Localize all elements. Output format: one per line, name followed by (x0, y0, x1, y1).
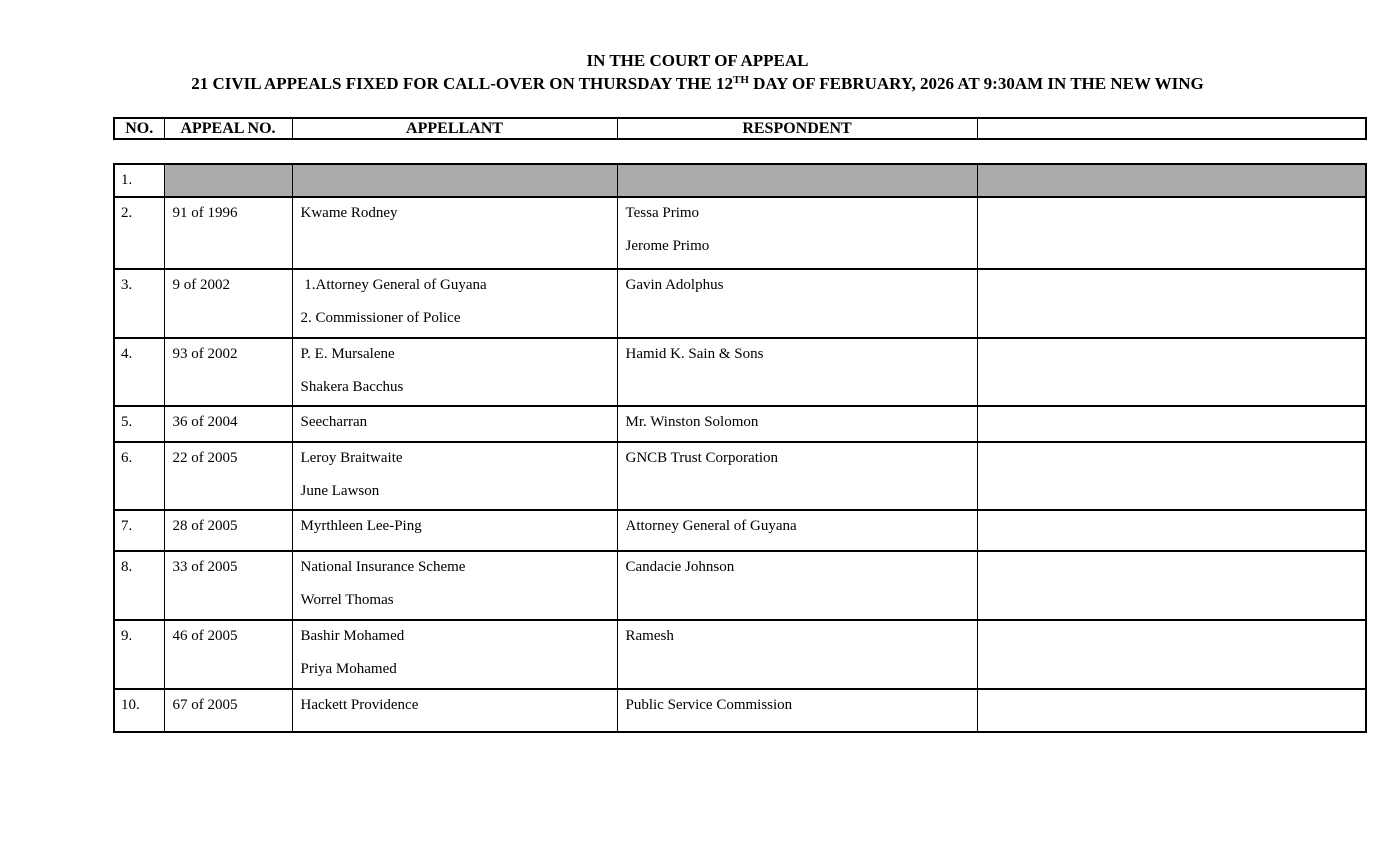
cell-appeal-no: 36 of 2004 (164, 406, 292, 442)
table-row-1 (114, 164, 1366, 197)
cell-notes (977, 406, 1366, 442)
cell-line: Hamid K. Sain & Sons (625, 346, 764, 362)
cell-line: Candacie Johnson (625, 559, 735, 575)
cell-line: Ramesh (625, 628, 674, 644)
column-header-table (113, 117, 1367, 140)
cell-appellant (292, 338, 617, 406)
cell-line: Bashir Mohamed (300, 628, 405, 644)
cell-no: 4. (114, 338, 164, 406)
cell-line: 2. Commissioner of Police (300, 310, 461, 326)
cell-appeal-no: 67 of 2005 (164, 689, 292, 732)
cell-no: 7. (114, 510, 164, 551)
page-title: IN THE COURT OF APPEAL (586, 51, 809, 70)
header-appeal-no: APPEAL NO. (164, 118, 292, 139)
cell-no: 6. (114, 442, 164, 510)
cell-respondent (617, 551, 977, 620)
cell-appellant (292, 620, 617, 689)
subtitle-suffix: DAY OF FEBRUARY, 2026 AT 9:30AM IN THE NEW WING (748, 74, 1204, 93)
header-no: NO. (114, 118, 164, 139)
cell-no: 2. (114, 197, 164, 269)
cell-line: Gavin Adolphus (625, 277, 724, 293)
cell-respondent (617, 406, 977, 442)
cell-line: Leroy Braitwaite (300, 450, 403, 466)
cell-respondent (617, 269, 977, 338)
cell-notes (977, 197, 1366, 269)
cell-line: GNCB Trust Corporation (625, 450, 779, 466)
cell-respondent (617, 164, 977, 197)
cell-no: 5. (114, 406, 164, 442)
cell-respondent (617, 197, 977, 269)
cell-appeal-no: 93 of 2002 (164, 338, 292, 406)
cell-appeal-no: 9 of 2002 (164, 269, 292, 338)
table-row-4 (114, 338, 1366, 406)
cell-respondent (617, 338, 977, 406)
cell-respondent (617, 442, 977, 510)
page-subtitle (0, 73, 1395, 97)
cell-no: 9. (114, 620, 164, 689)
column-header-row (114, 118, 1366, 139)
cell-no: 1. (114, 164, 164, 197)
cell-appellant (292, 442, 617, 510)
cell-line: Kwame Rodney (300, 205, 398, 221)
table-row-7 (114, 510, 1366, 551)
cell-line: Mr. Winston Solomon (625, 414, 759, 430)
cell-notes (977, 551, 1366, 620)
cell-appeal-no (164, 164, 292, 197)
header-blank (977, 118, 1366, 139)
cell-notes (977, 689, 1366, 732)
cell-notes (977, 442, 1366, 510)
cell-appeal-no: 33 of 2005 (164, 551, 292, 620)
table-row-3 (114, 269, 1366, 338)
header-appellant: APPELLANT (292, 118, 617, 139)
cell-line: Worrel Thomas (300, 592, 394, 608)
cell-notes (977, 620, 1366, 689)
cell-appeal-no: 22 of 2005 (164, 442, 292, 510)
cell-line: Shakera Bacchus (300, 379, 404, 395)
cell-no: 8. (114, 551, 164, 620)
cell-notes (977, 510, 1366, 551)
table-row-6 (114, 442, 1366, 510)
cell-no: 10. (114, 689, 164, 732)
cell-line: Attorney General of Guyana (625, 518, 797, 534)
appeals-table (113, 163, 1367, 733)
subtitle-ordinal-superscript: TH (732, 74, 749, 86)
cell-notes (977, 269, 1366, 338)
cell-appeal-no: 91 of 1996 (164, 197, 292, 269)
cell-respondent (617, 689, 977, 732)
cell-line: 1.Attorney General of Guyana (300, 277, 487, 293)
cell-line: Hackett Providence (300, 697, 419, 713)
subtitle-prefix: 21 CIVIL APPEALS FIXED FOR CALL-OVER ON THURSDAY THE 12 (191, 74, 733, 93)
cell-appellant (292, 269, 617, 338)
cell-notes (977, 338, 1366, 406)
cell-respondent (617, 620, 977, 689)
cell-appeal-no: 46 of 2005 (164, 620, 292, 689)
table-row-9 (114, 620, 1366, 689)
cell-respondent (617, 510, 977, 551)
header-respondent: RESPONDENT (617, 118, 977, 139)
cell-line: Jerome Primo (625, 238, 710, 254)
cell-line: Priya Mohamed (300, 661, 397, 677)
cell-appellant (292, 510, 617, 551)
cell-notes (977, 164, 1366, 197)
cell-appellant (292, 164, 617, 197)
table-row-10 (114, 689, 1366, 732)
cell-line: Public Service Commission (625, 697, 793, 713)
table-row-5 (114, 406, 1366, 442)
table-row-8 (114, 551, 1366, 620)
cell-appellant (292, 197, 617, 269)
table-row-2 (114, 197, 1366, 269)
cell-line: Tessa Primo (625, 205, 700, 221)
cell-line: Myrthleen Lee-Ping (300, 518, 422, 534)
cell-appellant (292, 689, 617, 732)
cell-line: June Lawson (300, 483, 380, 499)
cell-no: 3. (114, 269, 164, 338)
cell-line: P. E. Mursalene (300, 346, 395, 362)
cell-appeal-no: 28 of 2005 (164, 510, 292, 551)
cell-appellant (292, 406, 617, 442)
cell-line: National Insurance Scheme (300, 559, 466, 575)
cell-appellant (292, 551, 617, 620)
cell-line: Seecharran (300, 414, 368, 430)
